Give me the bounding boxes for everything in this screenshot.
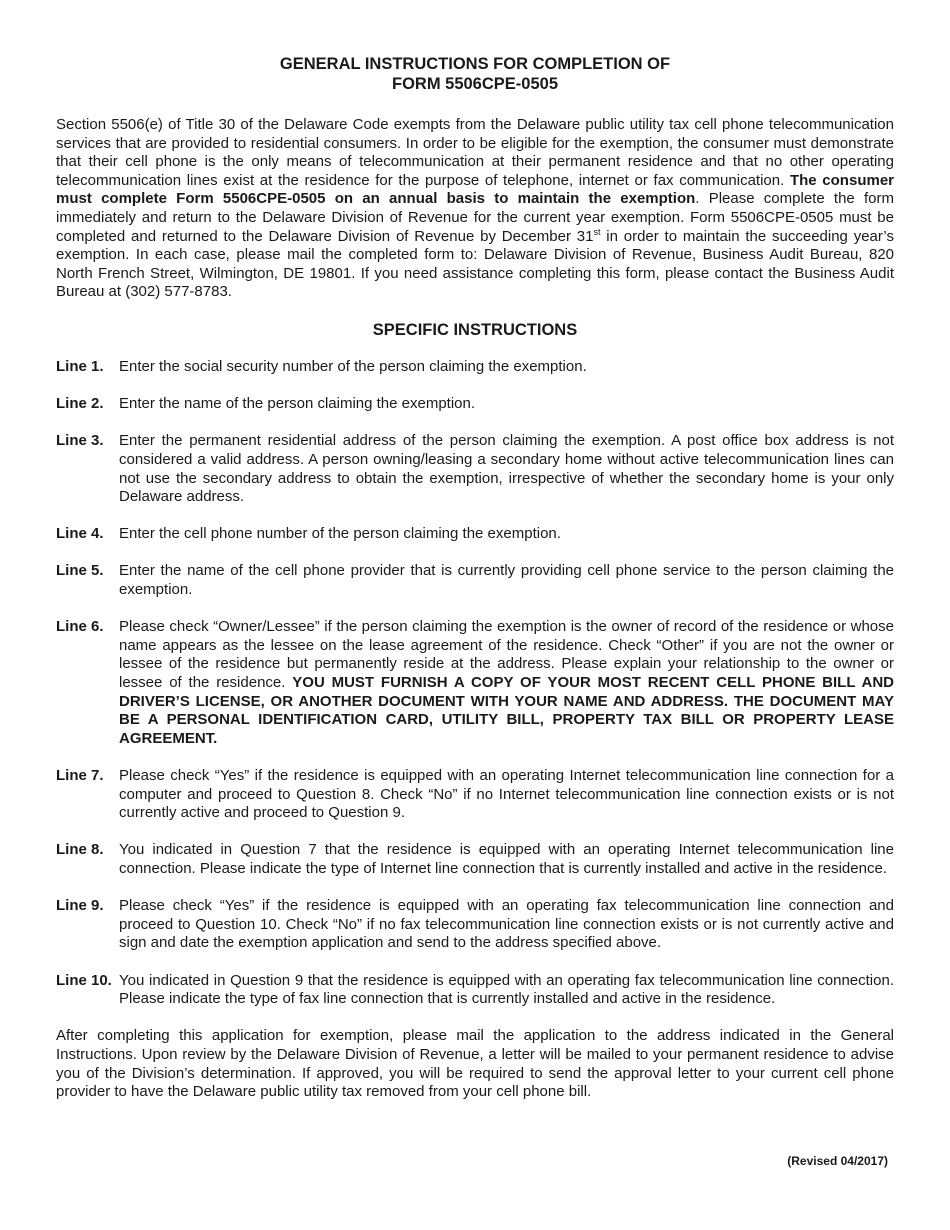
- line-text: Enter the name of the person claiming the exemption.: [119, 395, 476, 413]
- line-6-text: Please check “Owner/Lessee” if the person claiming the exemption is the owner of record of the residence or whose name appears as the lessee on the lease agreement of the residence. Check “Other” if you are not the owner or lessee of the residence but permanently reside at the address. Please explain your relationship to the owner or lessee of the residence.: [119, 618, 894, 692]
- line-label: Line 8.: [56, 841, 104, 859]
- line-item-2: [56, 395, 894, 414]
- line-text: Enter the social security number of the person claiming the exemption.: [119, 357, 587, 375]
- line-text: Enter the cell phone number of the person claiming the exemption.: [119, 525, 561, 543]
- title-line-1: GENERAL INSTRUCTIONS FOR COMPLETION OF: [279, 55, 671, 73]
- line-text: Enter the name of the cell phone provider that is currently providing cell phone service to the person claiming the exemption.: [119, 562, 894, 599]
- page-title: [56, 54, 894, 94]
- line-item-1: [56, 358, 894, 377]
- line-item-7: [56, 767, 894, 823]
- line-label: Line 4.: [56, 525, 104, 543]
- line-6-bold-notice: YOU MUST FURNISH A COPY OF YOUR MOST RECENT CELL PHONE BILL AND DRIVER’S LICENSE, OR ANOTHER DOCUMENT WITH YOUR NAME AND ADDRESS. THE DOCUMENT MAY BE A PERSONAL IDENTIFICATION CARD, UTILITY BILL, PROPERTY TAX BILL OR PROPERTY LEASE AGREEMENT.: [119, 674, 894, 747]
- line-text: You indicated in Question 9 that the residence is equipped with an operating fax telecommunication line connection. Please indicate the type of fax line connection that is currently installed and active in the residence.: [119, 971, 894, 1008]
- line-item-5: [56, 562, 894, 599]
- specific-instructions-heading: SPECIFIC INSTRUCTIONS: [372, 320, 578, 339]
- general-text-superscript: st: [593, 226, 601, 237]
- line-label: Line 2.: [56, 395, 104, 413]
- line-item-8: [56, 841, 894, 878]
- line-item-6: [56, 618, 894, 748]
- line-label: Line 9.: [56, 897, 104, 915]
- line-text: Enter the permanent residential address of the person claiming the exemption. A post office box address is not considered a valid address. A person owning/leasing a secondary home without active telecommunication lines can not use the secondary address to obtain the exemption, irrespective of whether the secondary home is your only Delaware address.: [119, 432, 894, 506]
- line-label: Line 1.: [56, 357, 104, 375]
- general-instructions-paragraph: [56, 116, 894, 302]
- line-item-3: [56, 432, 894, 506]
- revision-date: (Revised 04/2017): [787, 1154, 888, 1168]
- line-item-10: [56, 972, 894, 1009]
- line-label: Line 10.: [56, 971, 112, 989]
- line-instructions-list: [56, 358, 894, 1009]
- line-item-4: [56, 525, 894, 544]
- line-item-9: [56, 897, 894, 953]
- instructions-page: [56, 54, 894, 1102]
- line-label: Line 3.: [56, 432, 104, 450]
- title-line-2: FORM 5506CPE-0505: [392, 75, 558, 93]
- general-text-part-3: in order to maintain the succeeding year’s exemption. In each case, please mail the completed form to: Delaware Division of Revenue, Business Audit Bureau, 820 North French Street, Wilmington, DE 19801. If you need assistance completing this form, please contact the Business Audit Bureau at (302) 577-8783.: [56, 227, 894, 301]
- line-text: You indicated in Question 7 that the residence is equipped with an operating Internet telecommunication line connection. Please indicate the type of Internet line connection that is currently installed and active in the residence.: [119, 841, 894, 877]
- closing-paragraph: After completing this application for exemption, please mail the application to the address indicated in the General Instructions. Upon review by the Delaware Division of Revenue, a letter will be mailed to your permanent residence to advise you of the Division’s determination. If approved, you will be required to send the approval letter to your current cell phone provider to have the Delaware public utility tax removed from your cell phone bill.: [56, 1027, 894, 1101]
- line-label: Line 5.: [56, 562, 104, 580]
- line-text: Please check “Yes” if the residence is equipped with an operating fax telecommunication line connection and proceed to Question 10. Check “No” if no fax telecommunication line connection exists or is not currently active and sign and date the exemption application and send to the address specified above.: [119, 897, 894, 952]
- line-label: Line 6.: [56, 618, 104, 636]
- general-text-part-2: . Please complete the form immediately and return to the Delaware Division of Revenue for the current year exemption. Form 5506CPE-0505 must be completed and returned to the Delaware Division of Revenue by December 31: [56, 190, 895, 245]
- general-text-bold: The consumer must complete Form 5506CPE-0505 on an annual basis to maintain the exemption: [56, 171, 894, 208]
- line-label: Line 7.: [56, 767, 104, 784]
- line-text: Please check “Yes” if the residence is equipped with an operating Internet telecommunication line connection for a computer and proceed to Question 8. Check “No” if no Internet telecommunication line connection exists or is not currently active and proceed to Question 9.: [119, 767, 894, 822]
- general-text-part-1: Section 5506(e) of Title 30 of the Delaware Code exempts from the Delaware public utility tax cell phone telecommunication services that are provided to residential consumers. In order to be eligible for the exemption, the consumer must demonstrate that their cell phone is the only means of telecommunication at their permanent residence and that no other operating telecommunication lines exist at the residence for the purpose of telephone, internet or fax communication.: [56, 116, 894, 189]
- line-text: [119, 618, 894, 748]
